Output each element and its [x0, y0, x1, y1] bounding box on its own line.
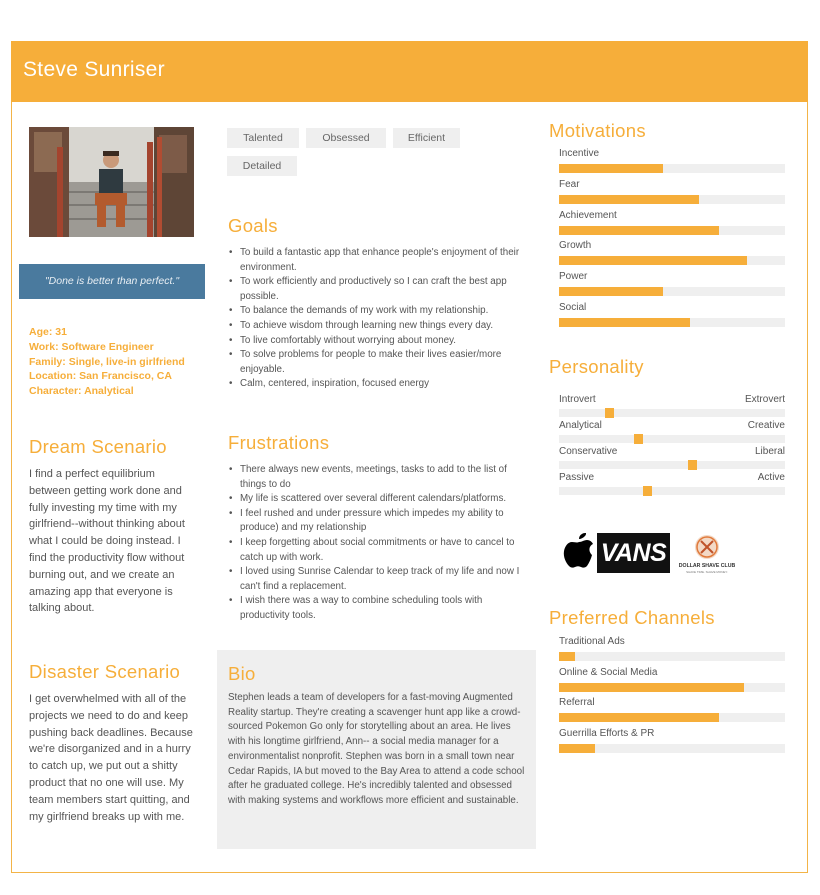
tag-efficient: Efficient [393, 128, 460, 148]
channel-bar-fill [559, 744, 595, 753]
bar-label: Power [559, 271, 588, 283]
list-item: • To work efficiently and productively so I can craft the best app possible. [228, 275, 524, 304]
list-item: • To solve problems for people to make their lives easier/more enjoyable. [228, 348, 524, 377]
header-bar [11, 41, 808, 102]
list-item: • My life is scattered over several different calendars/platforms. [228, 492, 526, 507]
bio-text: Stephen leads a team of developers for a fast-moving Augmented Reality startup. They're creating a scavenger hunt app like a crowd-sourced Pokemon Go only for storytelling about an area. He lives with his longtime girlfriend, Ann-- a social media manager for a environmentalist nonprofit. Stephen was born in a small town near Cedar Rapids, IA but moved to the Bay Area to attend a code school after he graduated college. He's incredibly talented and obsessed with making systems and workflows more efficient and sustainable. [228, 692, 525, 806]
motivation-bar-fill [559, 226, 719, 235]
list-item: • To balance the demands of my work with my relationship. [228, 304, 524, 319]
motivation-bar-track [559, 226, 785, 235]
list-item: • To build a fantastic app that enhance people's enjoyment of their environment. [228, 246, 524, 275]
tag-detailed: Detailed [227, 156, 297, 176]
bar-label: Online & Social Media [559, 666, 658, 678]
bio-panel [217, 650, 536, 849]
motivation-bar-track [559, 287, 785, 296]
bar-label: Growth [559, 240, 592, 252]
personality-track [559, 435, 785, 443]
personality-right-label: Creative [747, 420, 785, 431]
motivation-bar-track [559, 318, 785, 327]
fact-age: Age: 31 [29, 326, 67, 338]
disaster-scenario-heading: Disaster Scenario [29, 661, 181, 682]
bar-label: Traditional Ads [559, 636, 625, 647]
frustrations-list [228, 463, 526, 624]
channel-bar-track [559, 713, 785, 722]
persona-name: Steve Sunriser [23, 58, 165, 81]
dream-scenario-text: I find a perfect equilibrium between getting work done and fully investing my time with my girlfriend--without thinking about what I could be doing instead. I find the productivity flow without burning out, and we create an amazing app that everyone is talking about. [29, 468, 185, 615]
personality-right-label: Active [757, 472, 785, 483]
dsc-tagline: SHAVE TIME. SHAVE MONEY. [686, 570, 728, 574]
dsc-name: DOLLAR SHAVE CLUB [678, 563, 736, 569]
motivations-heading: Motivations [549, 120, 646, 141]
motivation-bar-track [559, 256, 785, 265]
apple-logo [562, 533, 596, 571]
motivation-bar-track [559, 164, 785, 173]
list-item: • I loved using Sunrise Calendar to keep track of my life and now I can't find a replacement. [228, 565, 526, 594]
persona-facts [29, 325, 185, 399]
personality-marker [688, 460, 697, 470]
preferred-channels-heading: Preferred Channels [549, 607, 715, 628]
goals-heading: Goals [228, 215, 278, 236]
fact-location: Location: San Francisco, CA [29, 370, 172, 383]
list-item: • I keep forgetting about social commitments or have to cancel to catch up with work. [228, 536, 526, 565]
personality-track [559, 461, 785, 469]
fact-family: Family: Single, live-in girlfriend [29, 355, 185, 368]
dream-scenario-heading: Dream Scenario [29, 436, 167, 457]
personality-left-label: Analytical [559, 420, 602, 431]
frustrations-heading: Frustrations [228, 432, 330, 453]
channel-bar-track [559, 652, 785, 661]
persona-photo [29, 127, 194, 237]
list-item: • Calm, centered, inspiration, focused energy [228, 377, 524, 392]
channel-bar-track [559, 744, 785, 753]
bar-label: Referral [559, 697, 595, 708]
dollar-shave-club-logo [676, 533, 738, 575]
tag-obsessed: Obsessed [306, 128, 386, 148]
personality-track [559, 487, 785, 495]
persona-quote: "Done is better than perfect." [19, 264, 205, 299]
motivation-bar-track [559, 195, 785, 204]
personality-heading: Personality [549, 356, 644, 377]
tag-talented: Talented [227, 128, 299, 148]
motivation-bar-fill [559, 195, 699, 204]
personality-right-label: Extrovert [744, 394, 785, 405]
list-item: • I wish there was a way to combine scheduling tools with productivity tools. [228, 594, 526, 623]
bar-label: Fear [559, 178, 580, 190]
motivation-bar-fill [559, 287, 663, 296]
list-item: • There always new events, meetings, tasks to add to the list of things to do [228, 463, 526, 492]
personality-left-label: Passive [559, 472, 595, 483]
personality-left-label: Conservative [559, 446, 618, 457]
motivation-bar-fill [559, 318, 690, 327]
fact-work: Work: Software Engineer [29, 340, 154, 353]
personality-marker [643, 486, 652, 496]
disaster-scenario-text: I get overwhelmed with all of the projects we need to do and keep pushing back deadlines. Because we're disorganized and in a hurry to catch up, we put out a shitty product that no one will use. My team members start quitting, and my girlfriend breaks up with me. [29, 693, 193, 823]
bar-label: Incentive [559, 148, 600, 159]
list-item: • To achieve wisdom through learning new things every day. [228, 319, 524, 334]
channel-bar-fill [559, 713, 719, 722]
bar-label: Achievement [559, 209, 617, 221]
personality-marker [634, 434, 643, 444]
list-item: • To live comfortably without worrying about money. [228, 334, 524, 349]
channel-bar-fill [559, 652, 575, 661]
personality-right-label: Liberal [754, 446, 785, 457]
bar-label: Social [559, 302, 587, 313]
bio-heading: Bio [228, 663, 256, 684]
channel-bar-fill [559, 683, 744, 692]
fact-character: Character: Analytical [29, 385, 134, 398]
personality-marker [605, 408, 614, 418]
motivation-bar-fill [559, 256, 747, 265]
channel-bar-track [559, 683, 785, 692]
motivation-bar-fill [559, 164, 663, 173]
list-item: • I feel rushed and under pressure which impedes my ability to produce) and my relationship [228, 507, 526, 536]
personality-left-label: Introvert [559, 394, 596, 405]
vans-logo: VANS [597, 533, 670, 573]
goals-list [228, 246, 524, 392]
personality-track [559, 409, 785, 417]
bar-label: Guerrilla Efforts & PR [559, 727, 655, 739]
